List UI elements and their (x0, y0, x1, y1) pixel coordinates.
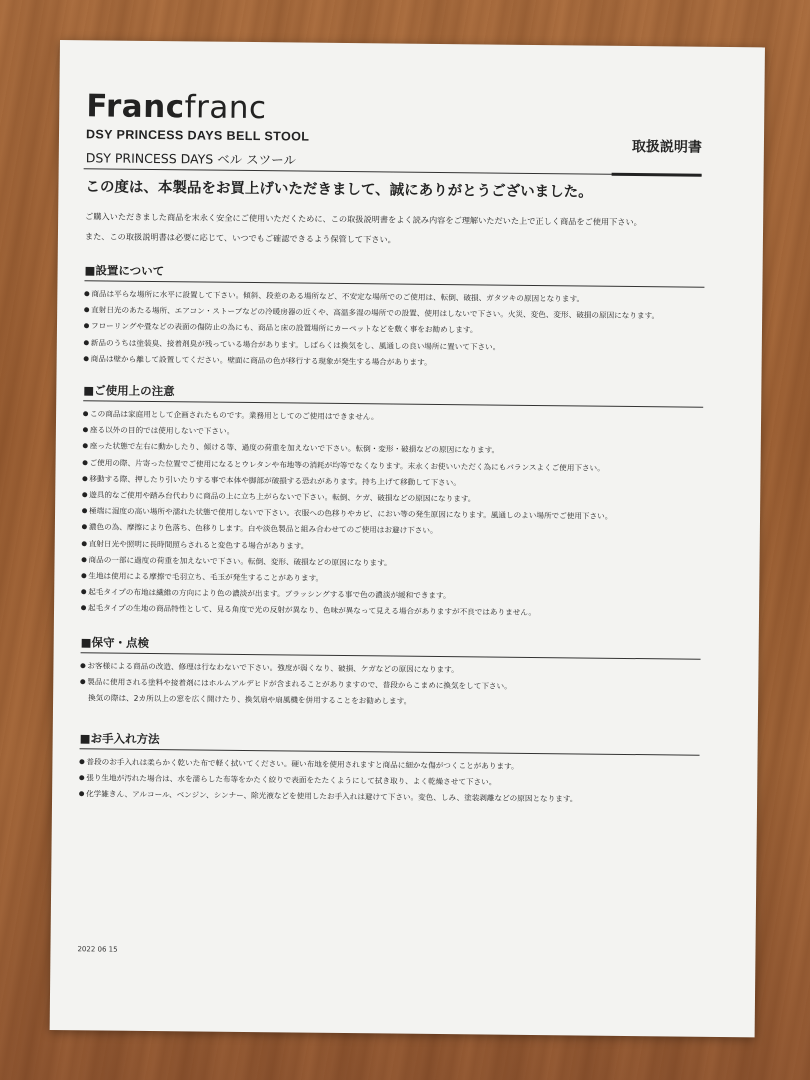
bullet-icon (79, 792, 84, 797)
bullet-icon (81, 606, 86, 611)
bullet-icon (84, 356, 89, 361)
bullet-icon (82, 557, 87, 562)
list-item: この商品は家庭用として企画されたものです。業務用としてのご使用はできません。 (83, 406, 703, 429)
section-title: ■お手入れ方法 (80, 730, 700, 755)
intro-line: また、この取扱説明書は必要に応じて、いつでもご確認できるよう保管して下さい。 (84, 231, 396, 245)
bullet-icon (84, 340, 89, 345)
section-maintenance (80, 634, 701, 713)
bullet-icon (81, 589, 86, 594)
header-divider-accent (612, 173, 702, 177)
section-title: ■保守・点検 (81, 634, 701, 659)
list-item: お客様による商品の改造、修理は行なわないで下さい。強度が弱くなり、破損、ケガなどの原因になります。 (80, 658, 700, 681)
section-title: ■設置について (84, 262, 704, 287)
bullet-icon (80, 663, 85, 668)
section-title: ■ご使用上の注意 (83, 382, 703, 407)
print-date: 2022 06 15 (77, 945, 118, 954)
list-item: フローリングや畳などの表面の傷防止の為にも、商品と床の設置場所にカーペットなどを敷く事をお勧めします。 (84, 319, 704, 342)
list-item: 起毛タイプの生地の商品特性として、見る角度で光の反射が異なり、色味が異なって見える場合がありますが不良ではありません。 (81, 601, 701, 624)
greeting-heading: この度は、本製品をお買上げいただきまして、誠にありがとうございました。 (85, 179, 593, 201)
bullet-icon (83, 444, 88, 449)
bullet-icon (82, 541, 87, 546)
bullet-icon (79, 775, 84, 780)
bullet-icon (82, 508, 87, 513)
product-subtitle: DSY PRINCESS DAYS ベル スツール (85, 150, 296, 168)
bullet-icon (81, 573, 86, 578)
intro-text (85, 206, 725, 253)
list-item: 移動する際、押したり引いたりする事で本体や脚部が破損する恐れがあります。持ち上げて移動して下さい。 (82, 471, 702, 494)
list-item: 濃色の為、摩擦により色落ち、色移りします。白や淡色製品と組み合わせてのご使用はお避け下さい。 (82, 520, 702, 543)
list-item: 商品の一部に過度の荷重を加えないで下さい。転倒、変形、破損などの原因になります。 (81, 552, 701, 575)
list-item: 製品に使用される塗料や接着剤にはホルムアルデヒドが含まれることがありますので、普段からこまめに換気をして下さい。 (80, 674, 700, 697)
list-item-continuation: 換気の際は、2カ所以上の窓を広く開けたり、換気扇や扇風機を併用することをお勧めします。 (88, 693, 412, 707)
bullet-icon (82, 492, 87, 497)
list-item: 遊具的なご使用や踏み台代わりに商品の上に立ち上がらないで下さい。転倒、ケガ、破損などの原因になります。 (82, 487, 702, 510)
bullet-icon (83, 411, 88, 416)
brand-logo: Francfranc (86, 88, 267, 127)
section-care (79, 730, 700, 809)
list-item: 生地は使用による摩擦で毛羽立ち、毛玉が発生することがあります。 (81, 568, 701, 591)
list-item: 起毛タイプの布地は繊維の方向により色の濃淡が出ます。ブラッシングする事で色の濃淡が緩和できます。 (81, 584, 701, 607)
list-item: 直射日光のあたる場所、エアコン・ストーブなどの冷暖房器の近くや、高温多湿の場所での設置、使用はしないで下さい。火災、変色、変形、破損の原因になります。 (84, 302, 704, 325)
bullet-icon (84, 307, 89, 312)
list-item: 座った状態で左右に動かしたり、傾ける等、過度の荷重を加えないで下さい。転倒・変形・破損などの原因になります。 (83, 439, 703, 462)
list-item: 商品は壁から離して設置してください。壁面に商品の色が移行する現象が発生する場合があります。 (84, 351, 704, 374)
header-divider (84, 168, 702, 175)
list-item: ご使用の際、片寄った位置でご使用になるとウレタンや布地等の消耗が均等でなくなります。末永くお使いいただく為にもバランスよくご使用下さい。 (82, 455, 702, 478)
section-usage-notes (81, 382, 703, 623)
bullet-icon (80, 679, 85, 684)
instruction-sheet (50, 40, 765, 1037)
bullet-icon (84, 324, 89, 329)
section-installation (84, 262, 705, 374)
bullet-icon (83, 427, 88, 432)
list-item: 商品は平らな場所に水平に設置して下さい。傾斜、段差のある場所など、不安定な場所でのご使用は、転倒、破損、ガタツキの原因となります。 (84, 286, 704, 309)
list-item: 化学雑きん、アルコール、ベンジン、シンナー、除光液などを使用したお手入れは避けて下さい。変色、しみ、塗装剥離などの原因となります。 (79, 787, 699, 810)
list-item: 直射日光や照明に長時間照らされると変色する場合があります。 (82, 536, 702, 559)
intro-line: ご購入いただきました商品を末永く安全にご使用いただくために、この取扱説明書をよく読み内容をご理解いただいた上で正しく商品をご使用下さい。 (85, 211, 642, 228)
product-name: DSY PRINCESS DAYS BELL STOOL (85, 127, 310, 144)
bullet-icon (84, 291, 89, 296)
list-item: 極端に湿度の高い場所や濡れた状態で使用しないで下さい。衣服への色移りやカビ、におい等の発生原因になります。風通しのよい場所でご使用下さい。 (82, 503, 702, 526)
bullet-icon (82, 476, 87, 481)
bullet-icon (82, 525, 87, 530)
list-item: 座る以外の目的では使用しないで下さい。 (83, 422, 703, 445)
manual-title: 取扱説明書 (631, 138, 702, 156)
bullet-icon (79, 759, 84, 764)
bullet-icon (83, 460, 88, 465)
list-item: 新品のうちは塗装臭、接着剤臭が残っている場合があります。しばらくは換気をし、風通しの良い場所に置いて下さい。 (84, 335, 704, 358)
list-item: 張り生地が汚れた場合は、水を濡らした布等をかたく絞りで表面をたたくようにして拭き取り、よく乾燥させて下さい。 (79, 770, 699, 793)
list-item: 普段のお手入れは柔らかく乾いた布で軽く拭いてください。硬い布地を使用されますと商品に細かな傷がつくことがあります。 (79, 754, 699, 777)
